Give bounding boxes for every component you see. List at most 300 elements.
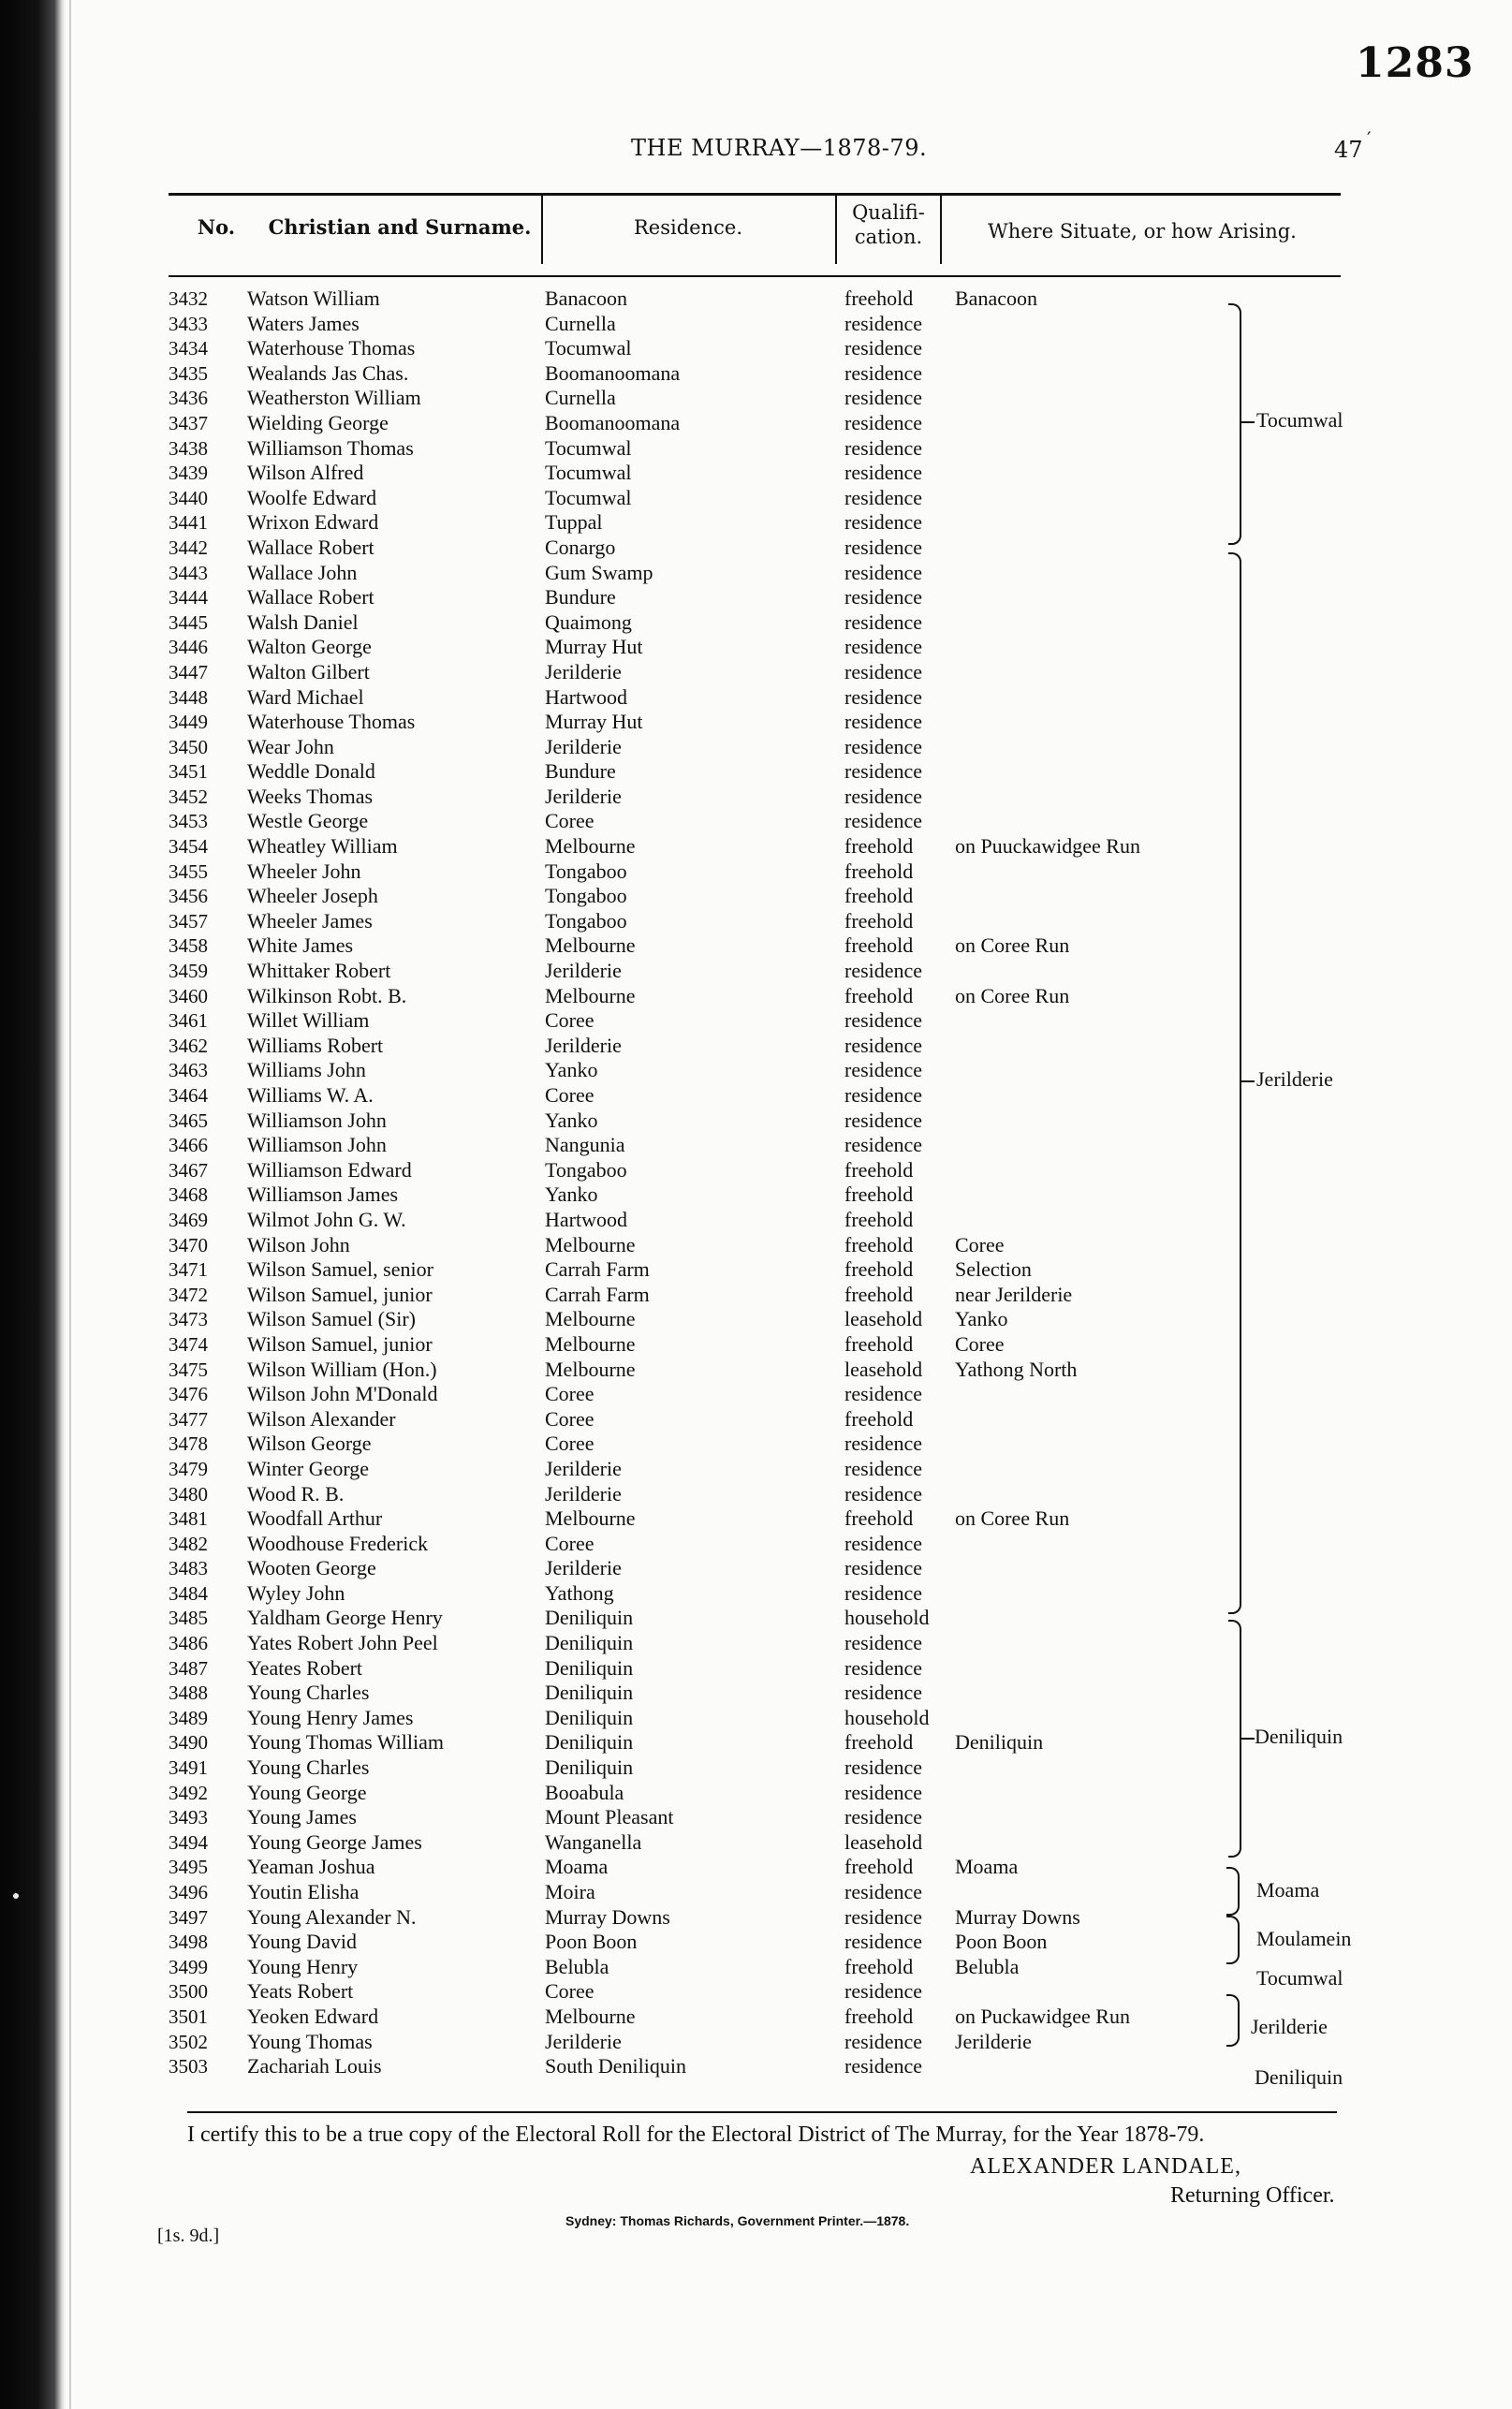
voter-name: Wood R. B. bbox=[247, 1481, 345, 1506]
voter-name: Wheeler James bbox=[247, 908, 373, 933]
voter-qualification: residence bbox=[844, 1755, 923, 1780]
table-row bbox=[169, 834, 1236, 859]
voter-residence: Tongaboo bbox=[545, 859, 627, 883]
voter-where-situate bbox=[955, 386, 1236, 411]
voter-residence: Tongaboo bbox=[545, 884, 627, 908]
voter-residence: Jerilderie bbox=[545, 1481, 622, 1506]
voter-qualification: residence bbox=[844, 461, 923, 485]
voter-where-situate bbox=[955, 1058, 1236, 1083]
voter-name: Young Thomas William bbox=[247, 1730, 444, 1755]
voter-where-situate bbox=[955, 735, 1236, 760]
row-number: 3462 bbox=[169, 1034, 208, 1057]
table-row bbox=[169, 1158, 1236, 1183]
voter-residence: Carrah Farm bbox=[545, 1257, 650, 1282]
voter-where-situate bbox=[955, 1830, 1236, 1856]
row-number: 3473 bbox=[169, 1308, 208, 1331]
voter-residence: Melbourne bbox=[545, 1307, 636, 1331]
voter-where-situate bbox=[955, 1133, 1236, 1158]
voter-residence: Boomanoomana bbox=[545, 410, 681, 434]
voter-residence: Jerilderie bbox=[545, 784, 622, 808]
row-number: 3434 bbox=[169, 337, 208, 360]
voter-where-situate: on Coree Run bbox=[955, 1506, 1070, 1531]
voter-qualification: residence bbox=[844, 535, 923, 559]
table-row bbox=[169, 386, 1236, 411]
voter-qualification: residence bbox=[844, 1780, 923, 1804]
voter-name: Waterhouse Thomas bbox=[247, 336, 416, 360]
voter-residence: Murray Hut bbox=[545, 635, 643, 659]
table-row bbox=[169, 984, 1236, 1009]
voter-qualification: residence bbox=[844, 510, 923, 535]
voter-where-situate bbox=[955, 1182, 1236, 1208]
voter-where-situate bbox=[955, 759, 1236, 785]
voter-qualification: household bbox=[844, 1705, 930, 1729]
voter-residence: Coree bbox=[545, 1979, 595, 2004]
voter-qualification: residence bbox=[844, 1880, 923, 1903]
voter-where-situate bbox=[955, 1457, 1236, 1482]
row-number: 3454 bbox=[169, 835, 208, 859]
voter-where-situate bbox=[955, 1631, 1236, 1656]
voter-where-situate bbox=[955, 1556, 1236, 1581]
table-row bbox=[169, 1631, 1236, 1656]
row-number: 3476 bbox=[169, 1383, 208, 1406]
voter-residence: Jerilderie bbox=[545, 659, 622, 683]
voter-qualification: residence bbox=[844, 1058, 923, 1082]
row-number: 3470 bbox=[169, 1233, 208, 1256]
voter-name: Wheeler Joseph bbox=[247, 884, 378, 908]
voter-residence: Quaimong bbox=[545, 610, 632, 634]
voter-qualification: residence bbox=[844, 1556, 923, 1580]
voter-residence: Conargo bbox=[545, 535, 616, 559]
voter-qualification: freehold bbox=[844, 1954, 914, 1978]
voter-qualification: freehold bbox=[844, 1257, 914, 1282]
footer-rule bbox=[187, 2111, 1337, 2113]
table-row bbox=[169, 1905, 1236, 1931]
table-row bbox=[169, 411, 1236, 436]
voter-where-situate: Coree bbox=[955, 1232, 1005, 1256]
table-row bbox=[169, 286, 1236, 312]
voter-qualification: freehold bbox=[844, 884, 914, 908]
voter-qualification: residence bbox=[844, 2029, 923, 2053]
voter-residence: Tuppal bbox=[545, 510, 603, 535]
row-number: 3453 bbox=[169, 810, 208, 833]
table-row bbox=[169, 1058, 1236, 1083]
row-number: 3492 bbox=[169, 1781, 208, 1804]
district-label-deniliquin: Deniliquin bbox=[1255, 1725, 1343, 1748]
row-number: 3500 bbox=[169, 1980, 208, 2004]
row-number: 3464 bbox=[169, 1084, 208, 1107]
voter-qualification: residence bbox=[844, 635, 923, 659]
table-row bbox=[169, 1581, 1236, 1607]
voter-where-situate bbox=[955, 685, 1236, 711]
voter-where-situate bbox=[955, 1781, 1236, 1806]
table-row bbox=[169, 1556, 1236, 1581]
voter-where-situate bbox=[955, 1581, 1236, 1607]
page-title: THE MURRAY—1878-79. bbox=[631, 135, 928, 161]
voter-where-situate: Selection bbox=[955, 1257, 1032, 1282]
returning-officer-title: Returning Officer. bbox=[1170, 2183, 1335, 2208]
voter-name: Walton George bbox=[247, 635, 372, 659]
voter-name: Wrixon Edward bbox=[247, 510, 379, 535]
price-note: [1s. 9d.] bbox=[157, 2225, 220, 2246]
voter-where-situate bbox=[955, 1880, 1236, 1905]
table-row bbox=[169, 1681, 1236, 1706]
voter-qualification: freehold bbox=[844, 1331, 914, 1356]
voter-qualification: freehold bbox=[844, 1157, 914, 1182]
voter-qualification: residence bbox=[844, 1655, 923, 1680]
table-row bbox=[169, 1755, 1236, 1781]
voter-name: Whittaker Robert bbox=[247, 959, 391, 983]
voter-qualification: residence bbox=[844, 1681, 923, 1705]
table-row bbox=[169, 1730, 1236, 1755]
row-number: 3465 bbox=[169, 1109, 208, 1132]
row-number: 3483 bbox=[169, 1557, 208, 1580]
voter-residence: Jerilderie bbox=[545, 2029, 622, 2053]
brace-moama bbox=[1226, 1867, 1240, 1916]
table-row bbox=[169, 1830, 1236, 1856]
row-number: 3451 bbox=[169, 760, 208, 784]
row-number: 3457 bbox=[169, 909, 208, 933]
table-row bbox=[169, 859, 1236, 885]
printer-imprint: Sydney: Thomas Richards, Government Printer.—1878. bbox=[565, 2213, 910, 2228]
voter-qualification: residence bbox=[844, 959, 923, 983]
voter-qualification: residence bbox=[844, 1432, 923, 1456]
district-label-tocumwal-2: Tocumwal bbox=[1256, 1966, 1343, 1990]
row-number: 3481 bbox=[169, 1507, 208, 1531]
table-row bbox=[169, 336, 1236, 361]
table-row bbox=[169, 510, 1236, 536]
voter-name: Young Thomas bbox=[247, 2029, 373, 2053]
column-header-residence: Residence. bbox=[634, 216, 742, 239]
table-row bbox=[169, 1432, 1236, 1457]
voter-residence: Jerilderie bbox=[545, 959, 622, 983]
voter-qualification: residence bbox=[844, 1456, 923, 1480]
voter-name: Williams Robert bbox=[247, 1033, 384, 1057]
voter-residence: Bundure bbox=[545, 585, 616, 610]
voter-name: Wallace Robert bbox=[247, 585, 374, 610]
table-row bbox=[169, 610, 1236, 636]
voter-residence: Yanko bbox=[545, 1182, 598, 1207]
row-number: 3501 bbox=[169, 2005, 208, 2028]
brace-deniliquin bbox=[1228, 1620, 1241, 1858]
voter-residence: Hartwood bbox=[545, 1207, 627, 1231]
voter-name: Yeats Robert bbox=[247, 1979, 354, 2004]
voter-name: Youtin Elisha bbox=[247, 1880, 360, 1903]
row-number: 3443 bbox=[169, 561, 208, 584]
voter-qualification: leasehold bbox=[844, 1357, 923, 1381]
row-number: 3498 bbox=[169, 1931, 208, 1954]
brace-jerilderie bbox=[1228, 552, 1241, 1614]
voter-qualification: residence bbox=[844, 1979, 923, 2004]
voter-where-situate bbox=[955, 585, 1236, 610]
scan-edge-line bbox=[69, 0, 71, 2409]
table-row bbox=[169, 1781, 1236, 1806]
voter-qualification: residence bbox=[844, 410, 923, 434]
voter-qualification: freehold bbox=[844, 1282, 914, 1306]
voter-where-situate bbox=[955, 1532, 1236, 1557]
voter-name: Wooten George bbox=[247, 1556, 376, 1580]
row-number: 3455 bbox=[169, 859, 208, 883]
voter-residence: Tocumwal bbox=[545, 485, 632, 509]
voter-name: Young Charles bbox=[247, 1755, 370, 1780]
row-number: 3495 bbox=[169, 1856, 208, 1879]
table-row bbox=[169, 735, 1236, 760]
voter-qualification: freehold bbox=[844, 1855, 914, 1879]
voter-qualification: freehold bbox=[844, 859, 914, 883]
voter-residence: Deniliquin bbox=[545, 1606, 634, 1630]
voter-where-situate bbox=[955, 1083, 1236, 1109]
voter-qualification: residence bbox=[844, 1904, 923, 1929]
voter-qualification: residence bbox=[844, 659, 923, 683]
table-row bbox=[169, 635, 1236, 660]
voter-qualification: residence bbox=[844, 784, 923, 808]
voter-name: Williamson John bbox=[247, 1133, 387, 1157]
column-header-qualification bbox=[837, 200, 940, 249]
row-number: 3490 bbox=[169, 1731, 208, 1755]
district-label-moulamein: Moulamein bbox=[1256, 1927, 1352, 1950]
voter-name: Young Henry James bbox=[247, 1705, 414, 1729]
voter-qualification: residence bbox=[844, 759, 923, 784]
voter-residence: Deniliquin bbox=[545, 1755, 634, 1780]
voter-where-situate bbox=[955, 710, 1236, 735]
table-row bbox=[169, 486, 1236, 511]
row-number: 3456 bbox=[169, 885, 208, 908]
table-row bbox=[169, 1855, 1236, 1880]
row-number: 3502 bbox=[169, 2030, 208, 2053]
district-label-deniliquin-2: Deniliquin bbox=[1255, 2065, 1343, 2089]
voter-where-situate bbox=[955, 1382, 1236, 1407]
voter-residence: Murray Hut bbox=[545, 710, 643, 734]
voter-name: Williams John bbox=[247, 1058, 366, 1082]
voter-qualification: leasehold bbox=[844, 1307, 923, 1331]
voter-where-situate bbox=[955, 909, 1236, 934]
voter-name: Young George bbox=[247, 1780, 367, 1804]
voter-name: Yeaman Joshua bbox=[247, 1855, 375, 1879]
row-number: 3468 bbox=[169, 1183, 208, 1207]
voter-name: Young George James bbox=[247, 1829, 422, 1854]
table-row bbox=[169, 1606, 1236, 1631]
voter-where-situate bbox=[955, 536, 1236, 561]
table-row bbox=[169, 785, 1236, 810]
row-number: 3489 bbox=[169, 1706, 208, 1729]
column-header-no: No. bbox=[197, 215, 236, 239]
voter-residence: Coree bbox=[545, 1083, 595, 1107]
voter-name: Wilson William (Hon.) bbox=[247, 1357, 437, 1381]
row-number: 3494 bbox=[169, 1830, 208, 1854]
voter-name: Willet William bbox=[247, 1008, 370, 1033]
table-row bbox=[169, 1133, 1236, 1158]
table-row bbox=[169, 1307, 1236, 1332]
table-row bbox=[169, 536, 1236, 561]
voter-qualification: freehold bbox=[844, 834, 914, 859]
voter-name: Wielding George bbox=[247, 410, 389, 434]
row-number: 3452 bbox=[169, 785, 208, 808]
header-mark: ′ bbox=[1367, 127, 1372, 150]
district-label-tocumwal: Tocumwal bbox=[1256, 408, 1343, 432]
voter-qualification: freehold bbox=[844, 286, 914, 310]
voter-where-situate: Coree bbox=[955, 1331, 1005, 1356]
table-row bbox=[169, 759, 1236, 785]
voter-name: Zachariah Louis bbox=[247, 2054, 382, 2078]
voter-residence: Melbourne bbox=[545, 2004, 636, 2028]
voter-name: Wear John bbox=[247, 734, 334, 758]
row-number: 3463 bbox=[169, 1059, 208, 1082]
row-number: 3442 bbox=[169, 536, 208, 559]
voter-name: Young Henry bbox=[247, 1954, 359, 1978]
voter-residence: Jerilderie bbox=[545, 1556, 622, 1580]
voter-name: Wealands Jas Chas. bbox=[247, 360, 409, 385]
voter-name: Wallace John bbox=[247, 560, 358, 584]
column-header-where: Where Situate, or how Arising. bbox=[988, 220, 1297, 242]
voter-residence: Deniliquin bbox=[545, 1631, 634, 1655]
voter-qualification: residence bbox=[844, 2054, 923, 2078]
row-number: 3439 bbox=[169, 462, 208, 485]
voter-qualification: residence bbox=[844, 435, 923, 460]
voter-residence: Carrah Farm bbox=[545, 1282, 650, 1306]
table-row bbox=[169, 1034, 1236, 1059]
voter-residence: Coree bbox=[545, 809, 595, 833]
voter-qualification: residence bbox=[844, 360, 923, 385]
voter-name: Wilson John M'Donald bbox=[247, 1382, 438, 1406]
row-number: 3488 bbox=[169, 1682, 208, 1705]
row-number: 3475 bbox=[169, 1358, 208, 1381]
row-number: 3433 bbox=[169, 312, 208, 335]
voter-qualification: residence bbox=[844, 336, 923, 360]
column-divider-name bbox=[541, 195, 543, 264]
row-number: 3444 bbox=[169, 586, 208, 610]
voter-residence: Tocumwal bbox=[545, 461, 632, 485]
voter-residence: Tongaboo bbox=[545, 908, 627, 933]
voter-qualification: residence bbox=[844, 1083, 923, 1107]
voter-name: Woodfall Arthur bbox=[247, 1506, 383, 1531]
electoral-roll-table bbox=[169, 286, 1236, 2079]
voter-name: Williams W. A. bbox=[247, 1083, 374, 1107]
row-number: 3503 bbox=[169, 2055, 208, 2078]
row-number: 3460 bbox=[169, 984, 208, 1007]
table-row bbox=[169, 1706, 1236, 1731]
header-page-number: 47 bbox=[1334, 137, 1363, 163]
voter-where-situate bbox=[955, 1656, 1236, 1682]
voter-where-situate bbox=[955, 1208, 1236, 1233]
voter-name: Yaldham George Henry bbox=[247, 1606, 443, 1630]
voter-where-situate bbox=[955, 1755, 1236, 1781]
header-bottom-rule bbox=[169, 275, 1341, 277]
row-number: 3482 bbox=[169, 1532, 208, 1555]
voter-name: Waterhouse Thomas bbox=[247, 710, 416, 734]
table-row bbox=[169, 884, 1236, 909]
voter-residence: Yanko bbox=[545, 1108, 598, 1132]
voter-qualification: residence bbox=[844, 734, 923, 758]
voter-name: Wilson Samuel, junior bbox=[247, 1331, 433, 1356]
row-number: 3485 bbox=[169, 1607, 208, 1630]
voter-residence: Banacoon bbox=[545, 286, 627, 310]
table-row bbox=[169, 1979, 1236, 2005]
voter-name: Young James bbox=[247, 1805, 357, 1829]
row-number: 3479 bbox=[169, 1457, 208, 1480]
table-row bbox=[169, 1233, 1236, 1258]
voter-name: Wilson Samuel (Sir) bbox=[247, 1307, 416, 1331]
table-row bbox=[169, 1805, 1236, 1830]
voter-residence: Coree bbox=[545, 1406, 595, 1431]
district-label-jerilderie: Jerilderie bbox=[1256, 1067, 1333, 1091]
voter-residence: Belubla bbox=[545, 1954, 609, 1978]
voter-residence: Melbourne bbox=[545, 933, 636, 958]
voter-where-situate bbox=[955, 1681, 1236, 1706]
voter-residence: Melbourne bbox=[545, 834, 636, 859]
voter-residence: Jerilderie bbox=[545, 1456, 622, 1480]
voter-residence: Curnella bbox=[545, 311, 616, 335]
row-number: 3459 bbox=[169, 960, 208, 983]
voter-qualification: freehold bbox=[844, 1506, 914, 1531]
voter-qualification: residence bbox=[844, 1382, 923, 1406]
voter-residence: Tocumwal bbox=[545, 435, 632, 460]
voter-residence: Gum Swamp bbox=[545, 560, 653, 584]
row-number: 3497 bbox=[169, 1905, 208, 1929]
table-row bbox=[169, 2030, 1236, 2055]
voter-where-situate bbox=[955, 1482, 1236, 1507]
voter-qualification: residence bbox=[844, 560, 923, 584]
voter-where-situate: on Puuckawidgee Run bbox=[955, 834, 1140, 859]
row-number: 3496 bbox=[169, 1881, 208, 1903]
voter-name: Williamson James bbox=[247, 1182, 399, 1207]
table-row bbox=[169, 959, 1236, 984]
voter-qualification: freehold bbox=[844, 1730, 914, 1755]
voter-name: Williamson John bbox=[247, 1108, 387, 1132]
certification-text: I certify this to be a true copy of the Electoral Roll for the Electoral District of The Murray, for the Year 1878-79. bbox=[187, 2123, 1205, 2147]
table-row bbox=[169, 1532, 1236, 1557]
voter-residence: Deniliquin bbox=[545, 1681, 634, 1705]
row-number: 3471 bbox=[169, 1258, 208, 1282]
voter-qualification: residence bbox=[844, 1631, 923, 1655]
voter-where-situate bbox=[955, 510, 1236, 536]
voter-where-situate: on Puckawidgee Run bbox=[955, 2004, 1130, 2028]
brace-jerilderie-2 bbox=[1226, 1994, 1240, 2047]
row-number: 3487 bbox=[169, 1656, 208, 1680]
voter-where-situate bbox=[955, 859, 1236, 885]
voter-where-situate bbox=[955, 1606, 1236, 1631]
voter-where-situate bbox=[955, 1979, 1236, 2005]
voter-qualification: residence bbox=[844, 485, 923, 509]
voter-name: Young Alexander N. bbox=[247, 1904, 417, 1929]
voter-name: Ward Michael bbox=[247, 684, 364, 709]
table-row bbox=[169, 2005, 1236, 2030]
voter-residence: Nangunia bbox=[545, 1133, 625, 1157]
voter-qualification: residence bbox=[844, 1008, 923, 1033]
voter-name: Weatherston William bbox=[247, 386, 421, 410]
voter-where-situate: Banacoon bbox=[955, 286, 1037, 310]
brace-tip-jerilderie bbox=[1241, 1080, 1255, 1082]
row-number: 3484 bbox=[169, 1581, 208, 1605]
voter-residence: Melbourne bbox=[545, 1506, 636, 1531]
row-number: 3436 bbox=[169, 387, 208, 410]
row-number: 3469 bbox=[169, 1208, 208, 1231]
voter-name: Woolfe Edward bbox=[247, 485, 377, 509]
voter-residence: Melbourne bbox=[545, 983, 636, 1007]
voter-qualification: residence bbox=[844, 1580, 923, 1605]
header-top-rule bbox=[169, 193, 1341, 196]
column-divider-qualification bbox=[940, 195, 942, 264]
voter-name: Wheeler John bbox=[247, 859, 361, 883]
voter-name: White James bbox=[247, 933, 354, 958]
voter-where-situate: Deniliquin bbox=[955, 1730, 1044, 1755]
table-row bbox=[169, 1008, 1236, 1034]
brace-tocumwal bbox=[1228, 303, 1241, 545]
electoral-roll-body bbox=[169, 286, 1236, 2079]
voter-where-situate bbox=[955, 1432, 1236, 1457]
voter-qualification: residence bbox=[844, 1033, 923, 1057]
voter-name: Watson William bbox=[247, 286, 380, 310]
table-row bbox=[169, 1332, 1236, 1358]
voter-where-situate: Poon Boon bbox=[955, 1930, 1048, 1954]
